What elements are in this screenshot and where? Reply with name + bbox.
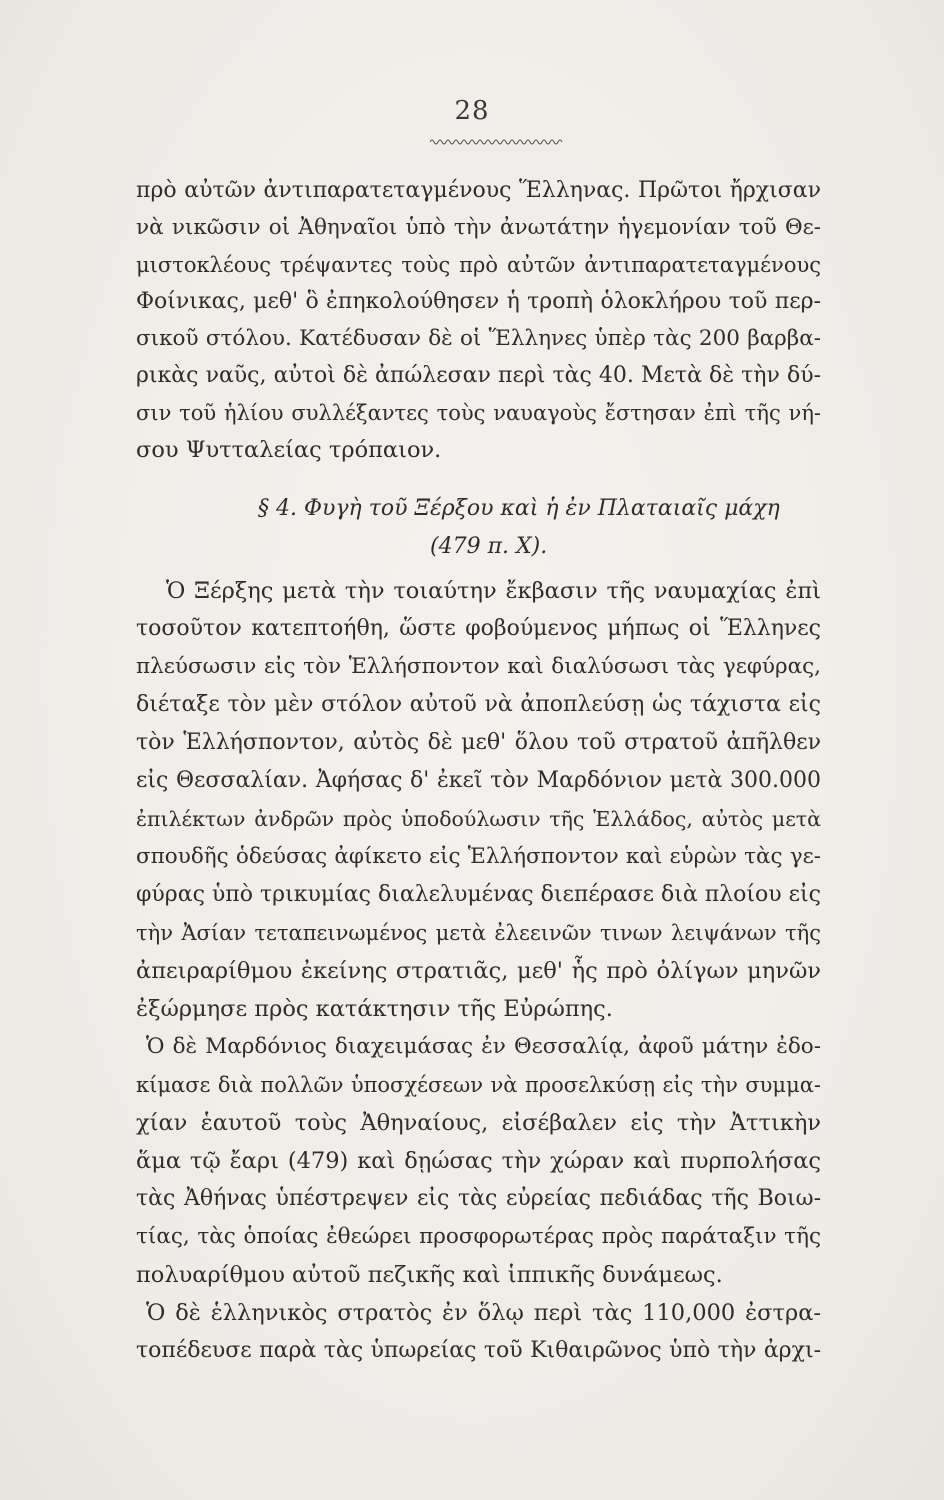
text-line: διέταξε τὸν μὲν στόλον αὐτοῦ νὰ ἀποπλεύσῃ ὡς τάχιστα εἰς [136, 692, 821, 717]
text-line: νὰ νικῶσιν οἱ Ἀθηναῖοι ὑπὸ τὴν ἀνωτάτην ἡγεμονίαν τοῦ Θε- [136, 215, 821, 240]
text-line: Ὁ Ξέρξης μετὰ τὴν τοιαύτην ἔκβασιν τῆς ναυμαχίας ἐπὶ [166, 578, 821, 604]
text-line: σιν τοῦ ἡλίου συλλέξαντες τοὺς ναυαγοὺς ἔστησαν ἐπὶ τῆς νή- [136, 401, 821, 425]
section-heading-date: (479 π. Χ). [430, 534, 548, 559]
page-number: 28 [454, 96, 490, 126]
text-line: ρικὰς ναῦς, αὐτοὶ δὲ ἀπώλεσαν περὶ τὰς 40. Μετὰ δὲ τὴν δύ- [136, 363, 821, 388]
text-line: τὰς Ἀθήνας ὑπέστρεψεν εἰς τὰς εὐρείας πεδιάδας τῆς Βοιω- [136, 1186, 821, 1211]
text-line: κίμασε διὰ πολλῶν ὑποσχέσεων νὰ προσελκύσῃ εἰς τὴν συμμα- [136, 1073, 821, 1097]
text-line: ἐξώρμησε πρὸς κατάκτησιν τῆς Εὐρώπης. [136, 996, 613, 1022]
text-line: ἐπιλέκτων ἀνδρῶν πρὸς ὑποδούλωσιν τῆς Ἑλλάδος, αὐτὸς μετὰ [136, 807, 821, 831]
text-line: πρὸ αὐτῶν ἀντιπαρατεταγμένους Ἕλληνας. Πρῶτοι ἤρχισαν [136, 178, 821, 203]
text-line: τίας, τὰς ὁποίας ἐθεώρει προσφορωτέρας πρὸς παράταξιν τῆς [136, 1224, 821, 1249]
text-line: τοπέδευσε παρὰ τὰς ὑπωρείας τοῦ Κιθαιρῶνος ὑπὸ τὴν ἀρχι- [136, 1338, 821, 1363]
text-line: Φοίνικας, μεθ' ὃ ἐπηκολούθησεν ἡ τροπὴ ὁλοκλήρου τοῦ περ- [136, 289, 821, 314]
text-line: ἅμα τῷ ἔαρι (479) καὶ δῃώσας τὴν χώραν καὶ πυρπολήσας [136, 1148, 821, 1174]
text-line: σικοῦ στόλου. Κατέδυσαν δὲ οἱ Ἕλληνες ὑπὲρ τὰς 200 βαρβα- [136, 326, 821, 351]
text-line: Ὁ δὲ Μαρδόνιος διαχειμάσας ἐν Θεσσαλίᾳ, ἀφοῦ μάτην ἐδο- [146, 1034, 821, 1059]
text-line: τὴν Ἀσίαν τεταπεινωμένος μετὰ ἐλεεινῶν τινων λειψάνων τῆς [136, 921, 821, 945]
wavy-ornament [430, 138, 564, 146]
section-heading: § 4. Φυγὴ τοῦ Ξέρξου καὶ ἡ ἐν Πλαταιαῖς μάχη [258, 496, 780, 521]
text-line: πλεύσωσιν εἰς τὸν Ἑλλήσποντον καὶ διαλύσωσι τὰς γεφύρας, [136, 654, 821, 679]
text-line: τοσοῦτον κατεπτοήθη, ὥστε φοβούμενος μήπως οἱ Ἕλληνες [136, 616, 821, 641]
text-line: φύρας ὑπὸ τρικυμίας διαλελυμένας διεπέρασε διὰ πλοίου εἰς [136, 882, 821, 907]
text-line: τὸν Ἑλλήσποντον, αὐτὸς δὲ μεθ' ὅλου τοῦ στρατοῦ ἀπῆλθεν [136, 730, 821, 755]
text-line: πολυαρίθμου αὐτοῦ πεζικῆς καὶ ἱππικῆς δυνάμεως. [136, 1262, 723, 1288]
text-line: ἀπειραρίθμου ἐκείνης στρατιᾶς, μεθ' ἧς πρὸ ὀλίγων μηνῶν [136, 958, 821, 984]
text-line: σου Ψυτταλείας τρόπαιον. [136, 437, 442, 463]
text-line: χίαν ἑαυτοῦ τοὺς Ἀθηναίους, εἰσέβαλεν εἰς τὴν Ἀττικὴν [136, 1110, 821, 1136]
text-line: σπουδῆς ὁδεύσας ἀφίκετο εἰς Ἑλλήσποντον καὶ εὑρὼν τὰς γε- [136, 844, 821, 869]
text-line: εἰς Θεσσαλίαν. Ἀφήσας δ' ἐκεῖ τὸν Μαρδόνιον μετὰ 300.000 [136, 768, 821, 793]
text-line: μιστοκλέους τρέψαντες τοὺς πρὸ αὐτῶν ἀντιπαρατεταγμένους [136, 253, 821, 277]
text-line: Ὁ δὲ ἑλληνικὸς στρατὸς ἐν ὅλῳ περὶ τὰς 110,000 ἐστρα- [146, 1300, 821, 1326]
